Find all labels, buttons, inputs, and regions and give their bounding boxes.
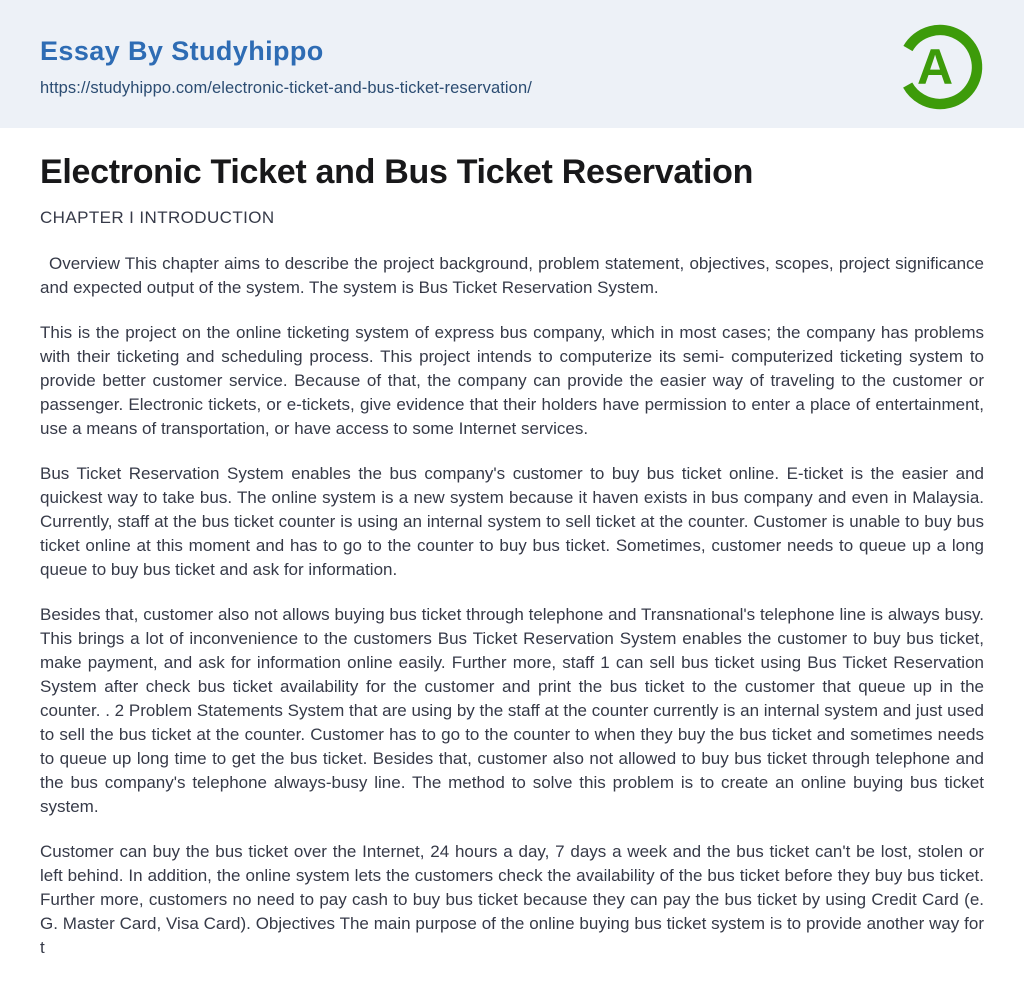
essay-paragraph: This is the project on the online ticketing system of express bus company, which in most cases; the company has problems with their ticketing and scheduling process. This project intends to computerize its semi- computerized ticketing system to provide better customer service. Because of that, the company can provide the easier way of traveling to the customer or passenger. Electronic tickets, or e-tickets, give evidence that their holders have permission to enter a place of entertainment, use a means of transportation, or have access to some Internet services. bbox=[40, 323, 984, 438]
studyhippo-logo-icon bbox=[894, 19, 986, 115]
site-title: Essay By Studyhippo bbox=[40, 36, 324, 66]
essay-paragraph: Overview This chapter aims to describe the project background, problem statement, objectives, scopes, project significance and expected output of the system. The system is Bus Ticket Reservation System. bbox=[40, 254, 984, 297]
essay-paragraph: Besides that, customer also not allows buying bus ticket through telephone and Transnational's telephone line is always busy. This brings a lot of inconvenience to the customers Bus Ticket Reservation System enables the customer to buy bus ticket, make payment, and ask for information online easily. Further more, staff 1 can sell bus ticket using Bus Ticket Reservation System after check bus ticket availability for the customer and print the bus ticket to the customer that queue up in the counter. . 2 Problem Statements System that are using by the staff at the counter currently is an internal system and just used to sell the bus ticket at the counter. Customer has to go to the counter to when they buy the bus ticket and sometimes needs to queue up long time to get the bus ticket. Besides that, customer also not allowed to buy bus ticket through telephone and the bus company's telephone always-busy line. The method to solve this problem is to create an online buying bus ticket system. bbox=[40, 605, 984, 816]
essay-url-link[interactable]: https://studyhippo.com/electronic-ticket-and-bus-ticket-reservation/ bbox=[40, 79, 532, 97]
essay-title: Electronic Ticket and Bus Ticket Reservation bbox=[40, 153, 754, 191]
essay-content bbox=[0, 128, 1024, 960]
logo-letter: A bbox=[916, 39, 954, 95]
essay-paragraph: Customer can buy the bus ticket over the Internet, 24 hours a day, 7 days a week and the bus ticket can't be lost, stolen or left behind. In addition, the online system lets the customers check the availability of the bus ticket before they buy bus ticket. Further more, customers no need to pay cash to buy bus ticket because they can pay the bus ticket by using Credit Card (e. G. Master Card, Visa Card). Objectives The main purpose of the online buying bus ticket system is to provide another way for t bbox=[40, 842, 984, 957]
header-text-block bbox=[40, 36, 532, 98]
chapter-heading: CHAPTER I INTRODUCTION bbox=[40, 208, 275, 227]
essay-paragraph: Bus Ticket Reservation System enables the bus company's customer to buy bus ticket online. E-ticket is the easier and quickest way to take bus. The online system is a new system because it haven exists in bus company and even in Malaysia. Currently, staff at the bus ticket counter is using an internal system to sell ticket at the counter. Customer is unable to buy bus ticket online at this moment and has to go to the counter to buy bus ticket. Sometimes, customer needs to queue up a long queue to buy bus ticket and ask for information. bbox=[40, 464, 984, 579]
page-header bbox=[0, 0, 1024, 128]
